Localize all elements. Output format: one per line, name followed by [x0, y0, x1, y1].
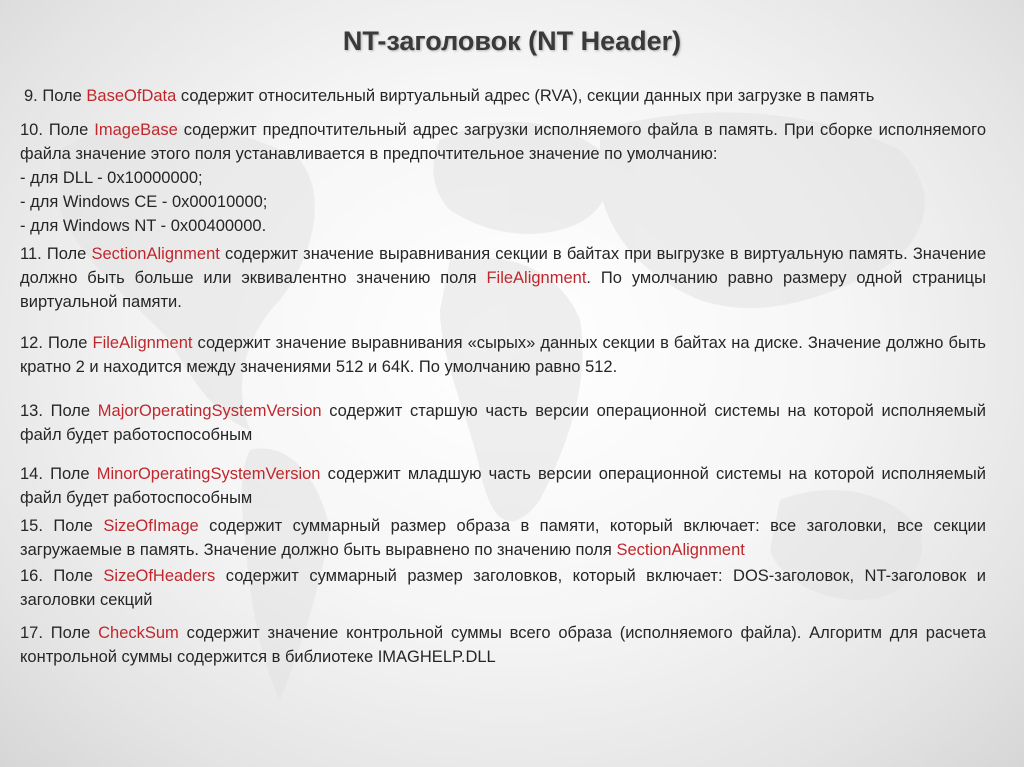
- p17-pre: 17. Поле: [20, 624, 99, 642]
- p15-pre: 15. Поле: [20, 517, 104, 535]
- p10-post: содержит предпочтительный адрес загрузки исполняемого файла в память. При сборке исполняемого файла значение этого поля устанавливается в предпочтительное значение по умолчанию:: [20, 121, 986, 163]
- p9-post: содержит относительный виртуальный адрес (RVA), секции данных при загрузке в память: [176, 87, 875, 105]
- paragraph-14: [20, 462, 986, 510]
- p10-pre: 10. Поле: [20, 121, 95, 139]
- p13-keyword: MajorOperatingSystemVersion: [97, 402, 322, 420]
- paragraph-13: [20, 399, 986, 447]
- p17-keyword: CheckSum: [98, 624, 179, 642]
- p10-line-wince: - для Windows CE - 0x00010000;: [20, 193, 268, 211]
- p14-post: содержит младшую часть версии операционной системы на которой исполняемый файл будет работоспособным: [20, 465, 986, 507]
- p12-keyword: FileAlignment: [92, 334, 193, 352]
- p16-keyword: SizeOfHeaders: [103, 567, 216, 585]
- p15-keyword: SizeOfImage: [103, 517, 199, 535]
- p15-mid: содержит суммарный размер образа в памяти, который включает: все заголовки, все секции загружаемые в память. Значение должно быть выравнено по значению поля: [20, 517, 986, 559]
- p14-pre: 14. Поле: [20, 465, 97, 483]
- p16-post: содержит суммарный размер заголовков, который включает: DOS-заголовок, NT-заголовок и заголовки секций: [20, 567, 986, 609]
- p10-keyword: ImageBase: [94, 121, 178, 139]
- p11-keyword: SectionAlignment: [91, 245, 220, 263]
- paragraph-15: [20, 514, 986, 562]
- p12-post: содержит значение выравнивания «сырых» данных секции в байтах на диске. Значение должно быть кратно 2 и находится между значениями 512 и 64К. По умолчанию равно 512.: [20, 334, 986, 376]
- p9-keyword: BaseOfData: [86, 87, 177, 105]
- paragraph-9: [24, 84, 984, 108]
- p16-pre: 16. Поле: [20, 567, 104, 585]
- paragraph-10: [20, 118, 986, 238]
- p13-post: содержит старшую часть версии операционной системы на которой исполняемый файл будет работоспособным: [20, 402, 986, 444]
- paragraph-12: [20, 331, 986, 379]
- p11-post: . По умолчанию равно размеру одной страницы виртуальной памяти.: [20, 269, 986, 311]
- p11-keyword-2: FileAlignment: [486, 269, 587, 287]
- p15-keyword-2: SectionAlignment: [616, 541, 745, 559]
- p11-pre: 11. Поле: [20, 245, 92, 263]
- slide-title: NT-заголовок (NT Header): [342, 26, 682, 56]
- p10-line-dll: - для DLL - 0x10000000;: [20, 169, 203, 187]
- p10-line-winnt: - для Windows NT - 0x00400000.: [20, 217, 267, 235]
- paragraph-11: [20, 242, 986, 314]
- p13-pre: 13. Поле: [20, 402, 98, 420]
- paragraph-17: [20, 621, 986, 669]
- paragraph-16: [20, 564, 986, 612]
- p9-pre: 9. Поле: [24, 87, 87, 105]
- p12-pre: 12. Поле: [20, 334, 93, 352]
- p14-keyword: MinorOperatingSystemVersion: [96, 465, 321, 483]
- p17-post: содержит значение контрольной суммы всего образа (исполняемого файла). Алгоритм для расчета контрольной суммы содержится в библиотеке IMAGHELP.DLL: [20, 624, 986, 666]
- p11-mid: содержит значение выравнивания секции в байтах при выгрузке в виртуальную память. Значение должно быть больше или эквивалентно значению поля: [20, 245, 987, 287]
